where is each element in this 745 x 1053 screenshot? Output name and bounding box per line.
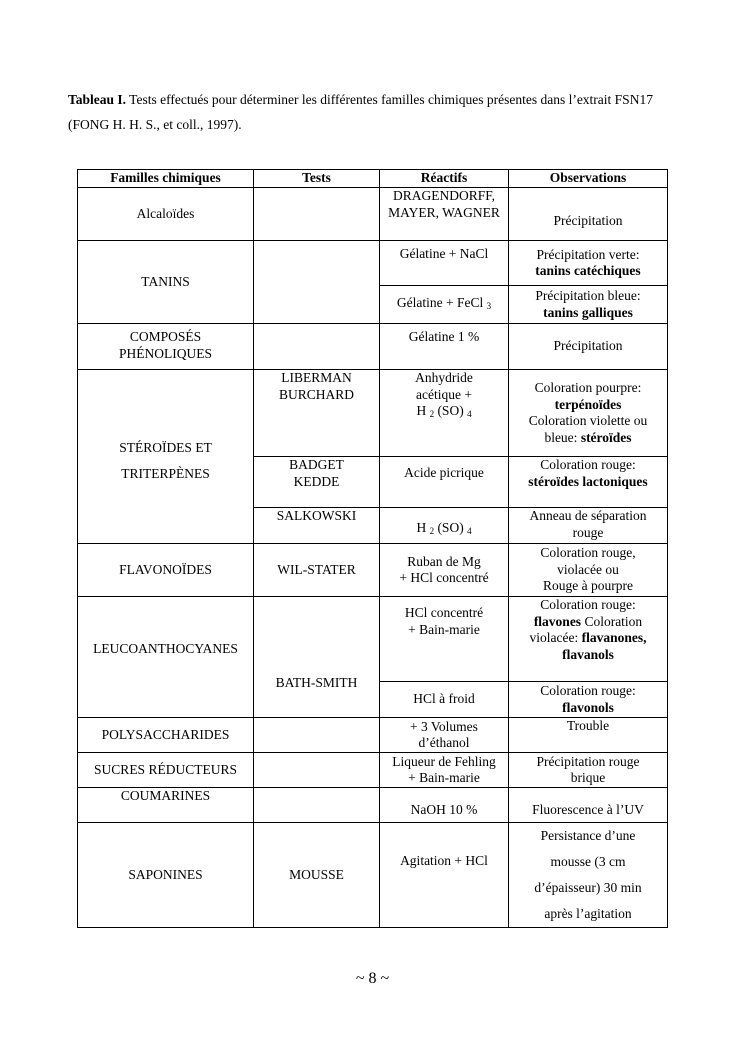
family-cell: LEUCOANTHOCYANES bbox=[78, 597, 254, 718]
test-cell bbox=[254, 718, 380, 753]
table-row bbox=[78, 597, 668, 682]
table-row bbox=[78, 544, 668, 597]
observation-cell: Persistance d’une mousse (3 cm d’épaisseur) 30 min après l’agitation bbox=[509, 823, 668, 928]
table-row bbox=[78, 788, 668, 823]
observation-cell: Précipitation bbox=[509, 188, 668, 241]
reagent-cell: Ruban de Mg + HCl concentré bbox=[380, 544, 509, 597]
table-row bbox=[78, 324, 668, 370]
family-cell: Alcaloïdes bbox=[78, 188, 254, 241]
chemical-tests-table bbox=[77, 169, 668, 928]
test-cell: BATH-SMITH bbox=[254, 597, 380, 718]
observation-cell: Précipitation bbox=[509, 324, 668, 370]
table-header-row bbox=[78, 170, 668, 188]
test-cell: SALKOWSKI bbox=[254, 508, 380, 544]
observation-cell: Trouble bbox=[509, 718, 668, 753]
test-cell bbox=[254, 788, 380, 823]
reagent-cell: HCl à froid bbox=[380, 682, 509, 718]
reagent-cell: Gélatine + FeCl $_3$ bbox=[380, 286, 509, 324]
reagent-cell: Gélatine 1 % bbox=[380, 324, 509, 370]
table-row bbox=[78, 718, 668, 753]
reagent-cell: Acide picrique bbox=[380, 457, 509, 508]
reagent-cell: HCl concentré + Bain-marie bbox=[380, 597, 509, 682]
family-cell: POLYSACCHARIDES bbox=[78, 718, 254, 753]
observation-cell: Fluorescence à l’UV bbox=[509, 788, 668, 823]
test-cell: MOUSSE bbox=[254, 823, 380, 928]
reagent-cell: Liqueur de Fehling + Bain-marie bbox=[380, 753, 509, 788]
observation-cell: Coloration pourpre: terpénoïdes Coloration violette ou bleue: stéroïdes bbox=[509, 370, 668, 457]
observation-cell: Coloration rouge: flavonols bbox=[509, 682, 668, 718]
observation-cell: Précipitation rouge brique bbox=[509, 753, 668, 788]
family-cell: SAPONINES bbox=[78, 823, 254, 928]
family-cell: COUMARINES bbox=[78, 788, 254, 823]
observation-cell: Coloration rouge, violacée ou Rouge à pourpre bbox=[509, 544, 668, 597]
table-row bbox=[78, 241, 668, 286]
header-reagents: Réactifs bbox=[380, 170, 509, 188]
reagent-cell: NaOH 10 % bbox=[380, 788, 509, 823]
observation-cell: Coloration rouge: stéroïdes lactoniques bbox=[509, 457, 668, 508]
test-cell: BADGET KEDDE bbox=[254, 457, 380, 508]
test-cell bbox=[254, 188, 380, 241]
family-cell: TANINS bbox=[78, 241, 254, 324]
reagent-cell: Gélatine + NaCl bbox=[380, 241, 509, 286]
header-families: Familles chimiques bbox=[78, 170, 254, 188]
family-cell: FLAVONOÏDES bbox=[78, 544, 254, 597]
observation-cell: Anneau de séparation rouge bbox=[509, 508, 668, 544]
header-tests: Tests bbox=[254, 170, 380, 188]
table-row bbox=[78, 823, 668, 928]
observation-cell: Coloration rouge: flavones Coloration violacée: flavanones, flavanols bbox=[509, 597, 668, 682]
family-cell: SUCRES RÉDUCTEURS bbox=[78, 753, 254, 788]
observation-cell: Précipitation verte: tanins catéchiques bbox=[509, 241, 668, 286]
table-caption bbox=[68, 87, 683, 137]
test-cell: WIL-STATER bbox=[254, 544, 380, 597]
reagent-cell: H $_2$ (SO) $_4$ bbox=[380, 508, 509, 544]
reagent-cell: + 3 Volumes d’éthanol bbox=[380, 718, 509, 753]
reagent-cell: Agitation + HCl bbox=[380, 823, 509, 928]
reagent-cell: DRAGENDORFF, MAYER, WAGNER bbox=[380, 188, 509, 241]
observation-cell: Précipitation bleue: tanins galliques bbox=[509, 286, 668, 324]
test-cell bbox=[254, 753, 380, 788]
test-cell bbox=[254, 324, 380, 370]
caption-label: Tableau I. bbox=[68, 92, 127, 107]
test-cell bbox=[254, 241, 380, 324]
header-observations: Observations bbox=[509, 170, 668, 188]
page-number: ~ 8 ~ bbox=[355, 970, 390, 987]
table-row bbox=[78, 370, 668, 457]
table-row bbox=[78, 188, 668, 241]
test-cell: LIBERMAN BURCHARD bbox=[254, 370, 380, 457]
caption-text: Tests effectués pour déterminer les différentes familles chimiques présentes dans l’extrait FSN17 (FONG H. H. S., et coll., 1997). bbox=[68, 92, 653, 132]
family-cell: STÉROÏDES ET TRITERPÈNES bbox=[78, 370, 254, 544]
reagent-cell: Anhydride acétique + H $_2$ (SO) $_4$ bbox=[380, 370, 509, 457]
table-row bbox=[78, 753, 668, 788]
family-cell: COMPOSÉS PHÉNOLIQUES bbox=[78, 324, 254, 370]
